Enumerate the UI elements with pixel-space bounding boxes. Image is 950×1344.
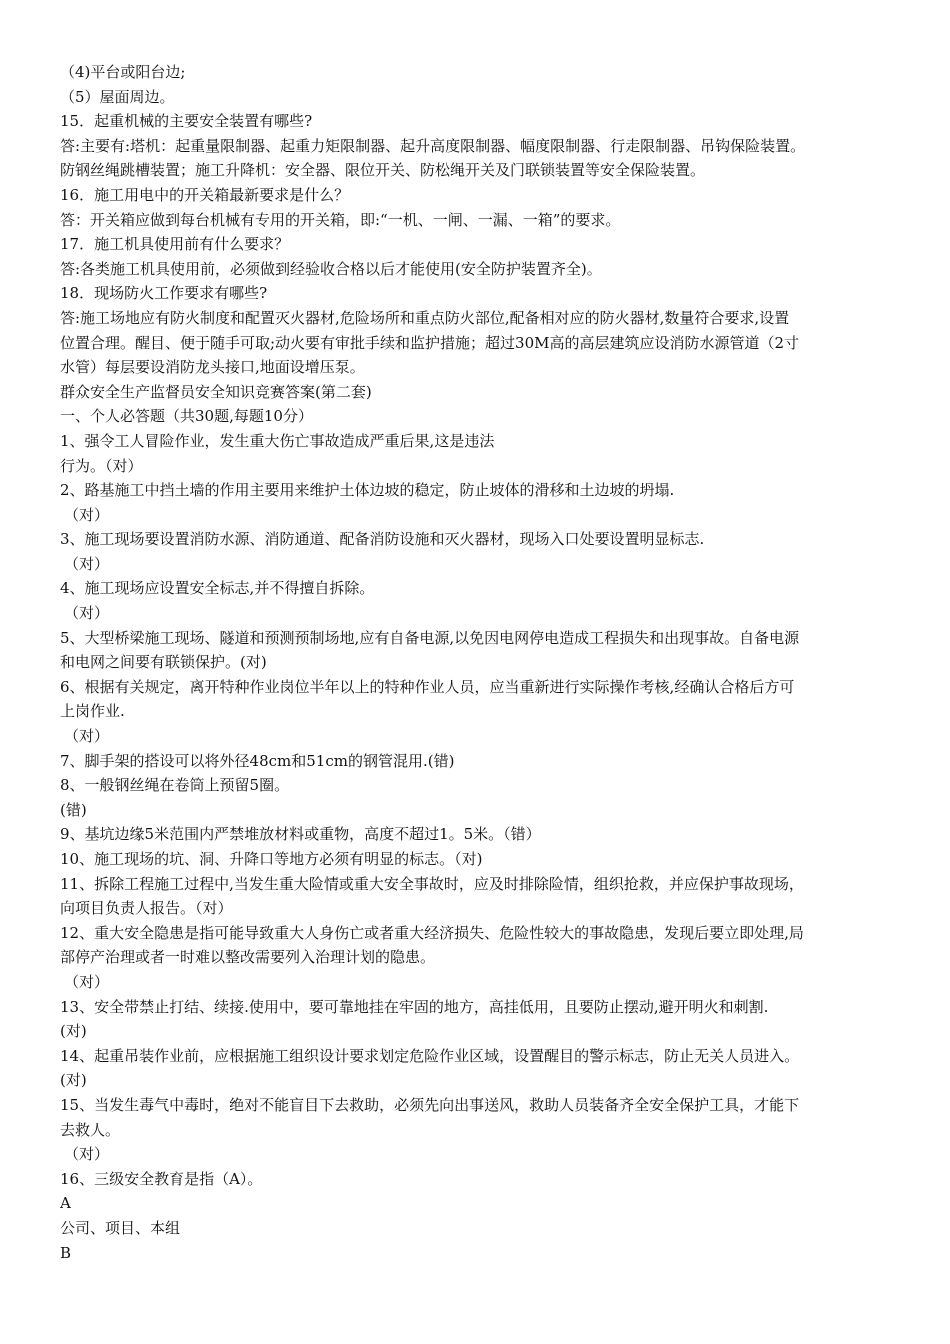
- question-heading: 16．施工用电中的开关箱最新要求是什么？: [60, 185, 350, 204]
- answer-line: 答:施工场地应有防火制度和配置灭火器材,危险场所和重点防火部位,配备相对应的防火器材,数量符合要求,设置: [60, 308, 790, 327]
- question-item: 11、拆除工程施工过程中,当发生重大险情或重大安全事故时，应及时排除险情，组织抢救，并应保护事故现场，: [60, 874, 804, 893]
- question-heading: 18．现场防火工作要求有哪些?: [60, 284, 268, 303]
- option-text: 公司、项目、本组: [60, 1218, 181, 1237]
- answer-line: 答:主要有:塔机：起重量限制器、起重力矩限制器、起升高度限制器、幅度限制器、行走限制器、吊钩保险装置。: [60, 136, 806, 155]
- text-line: （4)平台或阳台边;: [60, 63, 186, 81]
- answer-line: 答:各类施工机具使用前，必须做到经验收合格以后才能使用(安全防护装置齐全)。: [60, 259, 602, 278]
- answer-line: 防钢丝绳跳槽装置；施工升降机：安全器、限位开关、防松绳开关及门联锁装置等安全保险装置。: [60, 161, 706, 180]
- question-item: 6、根据有关规定，离开特种作业岗位半年以上的特种作业人员，应当重新进行实际操作考核,经确认合格后方可: [60, 677, 795, 696]
- question-item: 3、施工现场要设置消防水源、消防通道、配备消防设施和灭火器材，现场入口处要设置明显标志.: [60, 530, 705, 549]
- question-item: 10、施工现场的坑、洞、升降口等地方必须有明显的标志。（对): [60, 850, 483, 868]
- question-item: 5、大型桥梁施工现场、隧道和预测预制场地,应有自备电源,以免因电网停电造成工程损失和出现事故。自备电源: [60, 628, 800, 647]
- question-item: 1、强令工人冒险作业，发生重大伤亡事故造成严重后果,这是违法: [60, 431, 495, 450]
- option-label: B: [60, 1243, 72, 1262]
- question-item: 行为。（对）: [60, 456, 143, 475]
- answer-mark: （对）: [64, 505, 110, 524]
- question-item: 和电网之间要有联锁保护。(对): [60, 653, 267, 672]
- answer-mark: (对): [60, 1022, 87, 1041]
- section-subtitle: 一、个人必答题（共30题,每题10分）: [60, 407, 313, 426]
- question-item: 上岗作业.: [60, 702, 125, 721]
- answer-mark: （对）: [64, 1145, 110, 1164]
- question-item: 8、一般钢丝绳在卷筒上预留5圈。: [60, 776, 290, 795]
- question-item: 14、起重吊装作业前，应根据施工组织设计要求划定危险作业区域，设置醒目的警示标志，防止无关人员进入。: [60, 1046, 800, 1065]
- answer-mark: （对）: [64, 972, 110, 991]
- answer-mark: (对): [60, 1071, 87, 1090]
- question-item: 去救人。: [60, 1120, 121, 1139]
- question-item: 15、当发生毒气中毒时，绝对不能盲目下去救助，必须先向出事送风，救助人员装备齐全安全保护工具，才能下: [60, 1095, 800, 1114]
- option-label: A: [60, 1194, 71, 1213]
- question-item: 12、重大安全隐患是指可能导致重大人身伤亡或者重大经济损失、危险性较大的事故隐患，发现后要立即处理,局: [60, 923, 804, 942]
- question-item: 16、三级安全教育是指（A）。: [60, 1169, 263, 1188]
- answer-mark: （对）: [64, 604, 110, 623]
- question-item: 2、路基施工中挡土墙的作用主要用来维护土体边坡的稳定，防止坡体的滑移和土边坡的坍塌.: [60, 481, 675, 500]
- answer-line: 水管）每层要设消防龙头接口,地面设增压泵。: [60, 358, 365, 377]
- question-item: 向项目负责人报告。（对）: [60, 899, 233, 918]
- question-heading: 15．起重机械的主要安全装置有哪些?: [60, 112, 313, 131]
- question-item: 9、基坑边缘5米范围内严禁堆放材料或重物，高度不超过1。5米。（错）: [60, 825, 541, 844]
- section-title: 群众安全生产监督员安全知识竞赛答案(第二套): [60, 382, 372, 401]
- answer-mark: （对）: [64, 727, 110, 746]
- answer-mark: （对）: [64, 554, 110, 573]
- question-heading: 17．施工机具使用前有什么要求？: [60, 235, 290, 254]
- answer-mark: (错): [60, 800, 87, 819]
- question-item: 4、施工现场应设置安全标志,并不得擅自拆除。: [60, 579, 375, 598]
- document-page: [60, 60, 905, 1265]
- question-item: 部停产治理或者一时难以整改需要列入治理计划的隐患。: [60, 948, 436, 967]
- question-item: 13、安全带禁止打结、续接.使用中，要可靠地挂在牢固的地方，高挂低用，且要防止摆动,避开明火和刺割.: [60, 997, 769, 1016]
- answer-line: 位置合理。醒目、便于随手可取;动火要有审批手续和监护措施；超过30M高的高层建筑应设消防水源管道（2寸: [60, 333, 800, 352]
- answer-line: 答：开关箱应做到每台机械有专用的开关箱，即:“一机、一闸、一漏、一箱”的要求。: [60, 210, 621, 229]
- question-item: 7、脚手架的搭设可以将外径48cm和51cm的钢管混用.(错): [60, 751, 455, 770]
- text-line: （5）屋面周边。: [60, 87, 175, 106]
